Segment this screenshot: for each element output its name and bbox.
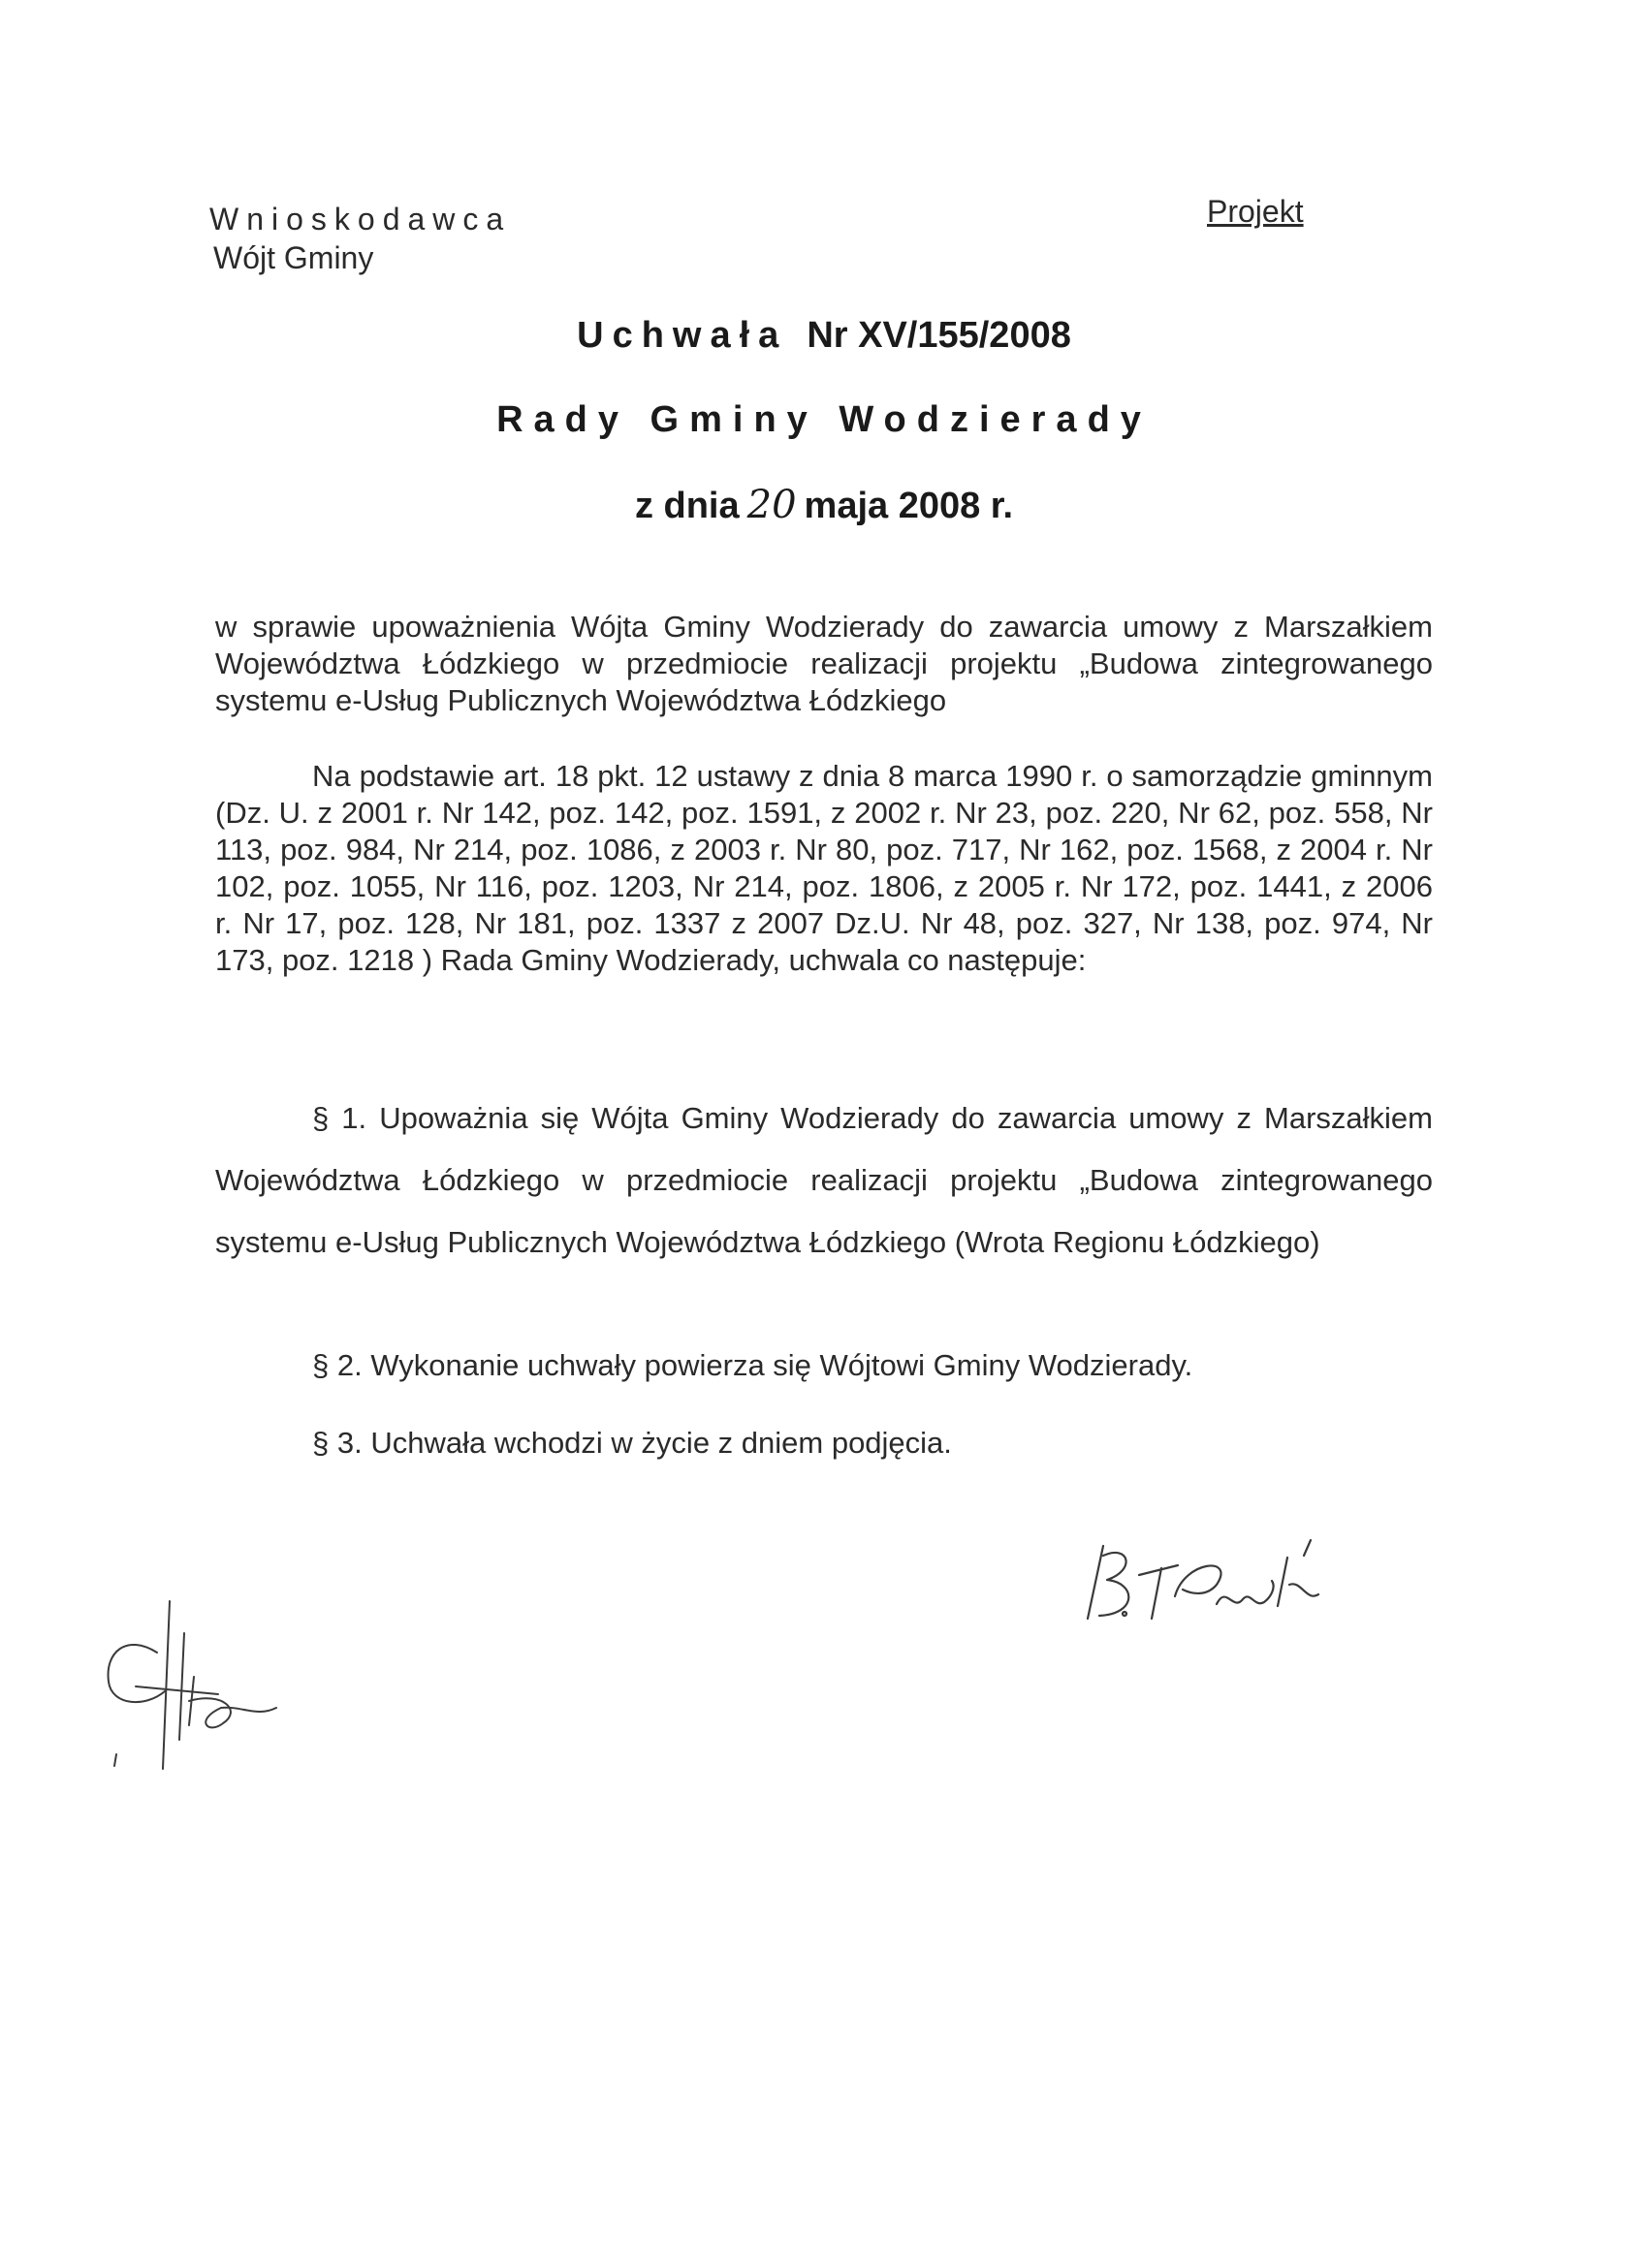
date-suffix: maja 2008 r. xyxy=(804,486,1014,526)
signature-left-initials xyxy=(97,1599,291,1774)
resolution-title xyxy=(0,315,1648,357)
date-day-handwritten: 20 xyxy=(746,483,797,527)
draft-mark: Projekt xyxy=(1207,194,1304,229)
resolution-word: Uchwała xyxy=(577,315,788,356)
signature-right xyxy=(1057,1527,1347,1643)
date-prefix: z dnia xyxy=(634,486,740,526)
resolution-number: Nr XV/155/2008 xyxy=(807,315,1071,356)
section-2: § 2. Wykonanie uchwały powierza się Wójtowi Gminy Wodzierady. xyxy=(312,1348,1193,1382)
applicant-name: Wójt Gminy xyxy=(213,240,374,275)
applicant-label: Wnioskodawca xyxy=(209,202,512,236)
council-name: Rady Gminy Wodzierady xyxy=(496,399,1152,440)
resolution-subject: w sprawie upoważnienia Wójta Gminy Wodzierady do zawarcia umowy z Marszałkiem Województwa Łódzkiego w przedmiocie realizacji projektu „Budowa zintegrowanego systemu e-Usług Publicznych Województwa Łódzkiego xyxy=(215,610,1433,717)
legal-basis: Na podstawie art. 18 pkt. 12 ustawy z dnia 8 marca 1990 r. o samorządzie gminnym (Dz. U. z 2001 r. Nr 142, poz. 142, poz. 1591, z 2002 r. Nr 23, poz. 220, Nr 62, poz. 558, Nr 113, poz. 984, Nr 214, poz. 1086, z 2003 r. Nr 80, poz. 717, Nr 162, poz. 1568, z 2004 r. Nr 102, poz. 1055, Nr 116, poz. 1203, Nr 214, poz. 1806, z 2005 r. Nr 172, poz. 1441, z 2006 r. Nr 17, poz. 128, Nr 181, poz. 1337 z 2007 Dz.U. Nr 48, poz. 327, Nr 138, poz. 974, Nr 173, poz. 1218 ) Rada Gminy Wodzierady, uchwala co następuje: xyxy=(215,759,1433,977)
section-1: § 1. Upoważnia się Wójta Gminy Wodzierady do zawarcia umowy z Marszałkiem Województwa Łódzkiego w przedmiocie realizacji projektu „Budowa zintegrowanego systemu e-Usług Publicznych Województwa Łódzkiego (Wrota Regionu Łódzkiego) xyxy=(215,1101,1433,1259)
section-3: § 3. Uchwała wchodzi w życie z dniem podjęcia. xyxy=(312,1426,952,1460)
resolution-date xyxy=(0,483,1648,527)
